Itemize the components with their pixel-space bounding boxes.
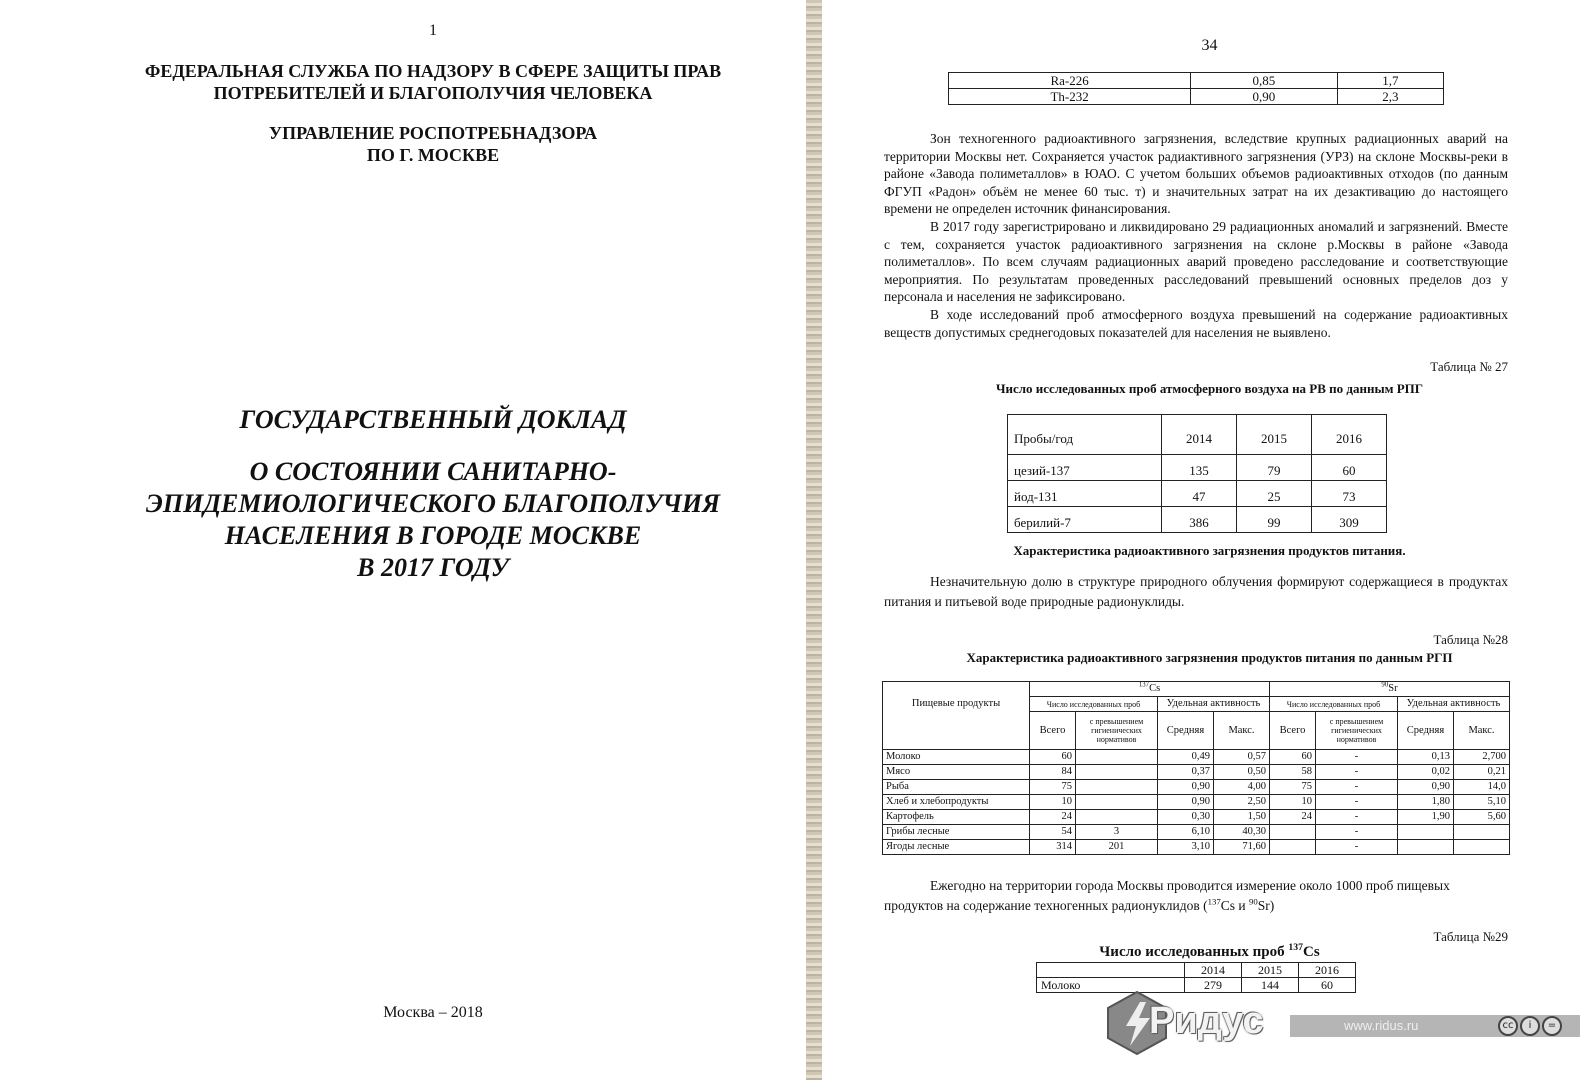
table29-title: Число исследованных проб $^{137}$Cs: [1099, 942, 1320, 960]
closing-text: [884, 876, 1508, 916]
table-cell: Картофель: [883, 810, 1030, 825]
table-cell: [1076, 765, 1158, 780]
table-cell: [1076, 810, 1158, 825]
table-cell: 0,13: [1398, 750, 1454, 765]
table-cell: 54: [1030, 825, 1076, 840]
table-cell: -: [1316, 765, 1398, 780]
table-cell: 2,700: [1454, 750, 1510, 765]
table-cell: 314: [1030, 840, 1076, 855]
section-text: [884, 572, 1508, 612]
license-icons: [1498, 1016, 1562, 1036]
table-cell: 0,90: [1398, 780, 1454, 795]
book-gutter: [806, 0, 822, 1080]
table-cell: -: [1316, 825, 1398, 840]
table28: [882, 681, 1510, 855]
table28-body: [883, 750, 1510, 855]
table-cell: 3: [1076, 825, 1158, 840]
table-cell: -: [1316, 840, 1398, 855]
table-cell: Мясо: [883, 765, 1030, 780]
table-row: [883, 840, 1510, 855]
table-cell: 0,30: [1158, 810, 1214, 825]
table-cell: -: [1316, 810, 1398, 825]
section-heading: Характеристика радиоактивного загрязнения продуктов питания.: [1013, 543, 1406, 558]
page-number: 34: [1201, 37, 1218, 54]
paragraph: Зон техногенного радиоактивного загрязнения, вследствие крупных радиационных аварий на территории Москвы нет. Сохраняется участок радиактивного загрязнения (УРЗ) на склоне Москвы-реки в районе «Завода полиметаллов» в ЮАО. С учетом больших объемов радиоактивных отходов (по данным ФГУП «Радон» объём не менее 60 тыс. т) и значительных затрат на их дезактивацию до настоящего времени не определен источник финансирования.: [884, 131, 1508, 217]
table-row: [883, 795, 1510, 810]
table-cell: Молоко: [883, 750, 1030, 765]
table29: [1036, 962, 1356, 993]
paragraph: В 2017 году зарегистрировано и ликвидировано 29 радиационных аномалий и загрязнений. Вместе с тем, сохраняется участок радиоактивного загрязнения на склоне р.Москвы в районе «Завода полиметаллов». По всем случаям радиационных аварий проведено расследование и соответствующие мероприятия. По результатам проведенных расследований превышений основных пределов доз у персонала и населения не зафиксировано.: [884, 218, 1508, 305]
table28-title: Характеристика радиоактивного загрязнения продуктов питания по данным РГП: [966, 650, 1453, 665]
table-cell: 1,90: [1398, 810, 1454, 825]
table28-caption: Таблица №28: [1433, 632, 1508, 647]
table-header-row: 2014 2015 2016: [1037, 963, 1356, 978]
table-cell: [1454, 840, 1510, 855]
cs-header: $^{137}$Cs: [1030, 682, 1270, 697]
table-cell: [1076, 795, 1158, 810]
table27-title: Число исследованных проб атмосферного воздуха на РВ по данным РПГ: [995, 381, 1424, 396]
watermark-url[interactable]: www.ridus.ru: [1344, 1018, 1419, 1033]
table-cell: 24: [1030, 810, 1076, 825]
by-icon: i: [1520, 1016, 1540, 1036]
table-cell: 1,50: [1214, 810, 1270, 825]
table-cell: -: [1316, 795, 1398, 810]
table-cell: Ягоды лесные: [883, 840, 1030, 855]
table-row: [883, 810, 1510, 825]
table-row: Th-232 0,90 2,3: [949, 89, 1444, 105]
table-cell: 14,0: [1454, 780, 1510, 795]
table-cell: [1398, 825, 1454, 840]
table-cell: 84: [1030, 765, 1076, 780]
table-cell: 1,80: [1398, 795, 1454, 810]
table27-caption: Таблица № 27: [1430, 359, 1508, 374]
table-cell: 60: [1270, 750, 1316, 765]
table-cell: 71,60: [1214, 840, 1270, 855]
table-cell: 0,37: [1158, 765, 1214, 780]
table-cell: 58: [1270, 765, 1316, 780]
table-cell: 2,50: [1214, 795, 1270, 810]
table-cell: [1454, 825, 1510, 840]
report-subtitle: О СОСТОЯНИИ САНИТАРНО- ЭПИДЕМИОЛОГИЧЕСКОГО БЛАГОПОЛУЧИЯ НАСЕЛЕНИЯ В ГОРОДЕ МОСКВЕ В 2017 ГОДУ: [145, 457, 721, 582]
table-row: [883, 825, 1510, 840]
table-cell: -: [1316, 750, 1398, 765]
sr-header: $^{90}$Sr: [1270, 682, 1510, 697]
table-cell: 0,21: [1454, 765, 1510, 780]
paragraph: Незначительную долю в структуре природного облучения формируют содержащиеся в продуктах питания и питьевой воде природные радионуклиды.: [884, 574, 1508, 609]
office-name: УПРАВЛЕНИЕ РОСПОТРЕБНАДЗОРА ПО Г. МОСКВЕ: [268, 123, 598, 165]
table-cell: 10: [1270, 795, 1316, 810]
table-row: йод-131 47 25 73: [1008, 481, 1387, 507]
table-cell: 0,49: [1158, 750, 1214, 765]
agency-name: ФЕДЕРАЛЬНАЯ СЛУЖБА ПО НАДЗОРУ В СФЕРЕ ЗАЩИТЫ ПРАВ ПОТРЕБИТЕЛЕЙ И БЛАГОПОЛУЧИЯ ЧЕЛОВЕКА: [144, 61, 722, 103]
table-cell: Хлеб и хлебопродукты: [883, 795, 1030, 810]
table-cell: [1270, 840, 1316, 855]
table-cell: 0,90: [1158, 780, 1214, 795]
table-cell: Грибы лесные: [883, 825, 1030, 840]
table-cell: [1076, 780, 1158, 795]
table-cell: 0,57: [1214, 750, 1270, 765]
table-cell: 3,10: [1158, 840, 1214, 855]
isotopes-table: [948, 72, 1444, 105]
table-cell: 201: [1076, 840, 1158, 855]
table-row: [883, 780, 1510, 795]
report-title: ГОСУДАРСТВЕННЫЙ ДОКЛАД: [239, 405, 627, 434]
paragraph: В ходе исследований проб атмосферного воздуха превышений на содержание радиоактивных веществ допустимых среднегодовых показателей для населения не выявлено.: [884, 306, 1508, 340]
cc-icon: cc: [1498, 1016, 1518, 1036]
table-cell: 6,10: [1158, 825, 1214, 840]
table-cell: 75: [1270, 780, 1316, 795]
table-header-row: Пищевые продукты Число исследованных проб Удельная активность Число исследованных проб Удельная активность: [883, 697, 1510, 712]
page-number: 1: [429, 22, 437, 39]
table27: [1007, 414, 1387, 533]
table-cell: 40,30: [1214, 825, 1270, 840]
table-row: берилий-7 386 99 309: [1008, 507, 1387, 533]
table-cell: [1398, 840, 1454, 855]
table-header-row: Пробы/год 2014 2015 2016: [1008, 415, 1387, 455]
table-cell: 0,02: [1398, 765, 1454, 780]
nd-icon: =: [1542, 1016, 1562, 1036]
table-cell: 24: [1270, 810, 1316, 825]
table-cell: 0,50: [1214, 765, 1270, 780]
table-cell: [1076, 750, 1158, 765]
table-row: Ra-226 0,85 1,7: [949, 73, 1444, 89]
table-cell: [1270, 825, 1316, 840]
table-cell: Рыба: [883, 780, 1030, 795]
table-row: [883, 765, 1510, 780]
table-cell: 5,60: [1454, 810, 1510, 825]
table-cell: -: [1316, 780, 1398, 795]
watermark-brand: Ридус: [1149, 1000, 1264, 1042]
paragraph: Ежегодно на территории города Москвы проводится измерение около 1000 проб пищевых продуктов на содержание техногенных радионуклидов ($^{137}$Cs и $^{90}$Sr): [884, 878, 1450, 913]
table-cell: 60: [1030, 750, 1076, 765]
place-and-year: Москва – 2018: [383, 1004, 483, 1021]
table-row: [883, 750, 1510, 765]
table-cell: 4,00: [1214, 780, 1270, 795]
table29-caption: Таблица №29: [1433, 929, 1508, 944]
table-row: цезий-137 135 79 60: [1008, 455, 1387, 481]
table-header-row: Всего с превышением гигиенических нормативов Средняя Макс. Всего с превышением гигиенических нормативов Средняя Макс.: [883, 712, 1510, 750]
table-cell: 5,10: [1454, 795, 1510, 810]
table-cell: 0,90: [1158, 795, 1214, 810]
table-cell: 10: [1030, 795, 1076, 810]
table-header-row: [883, 682, 1510, 697]
body-text: [884, 130, 1508, 341]
content-page: [822, 0, 1585, 1080]
table-row: Молоко 279 144 60: [1037, 978, 1356, 993]
table-cell: 75: [1030, 780, 1076, 795]
